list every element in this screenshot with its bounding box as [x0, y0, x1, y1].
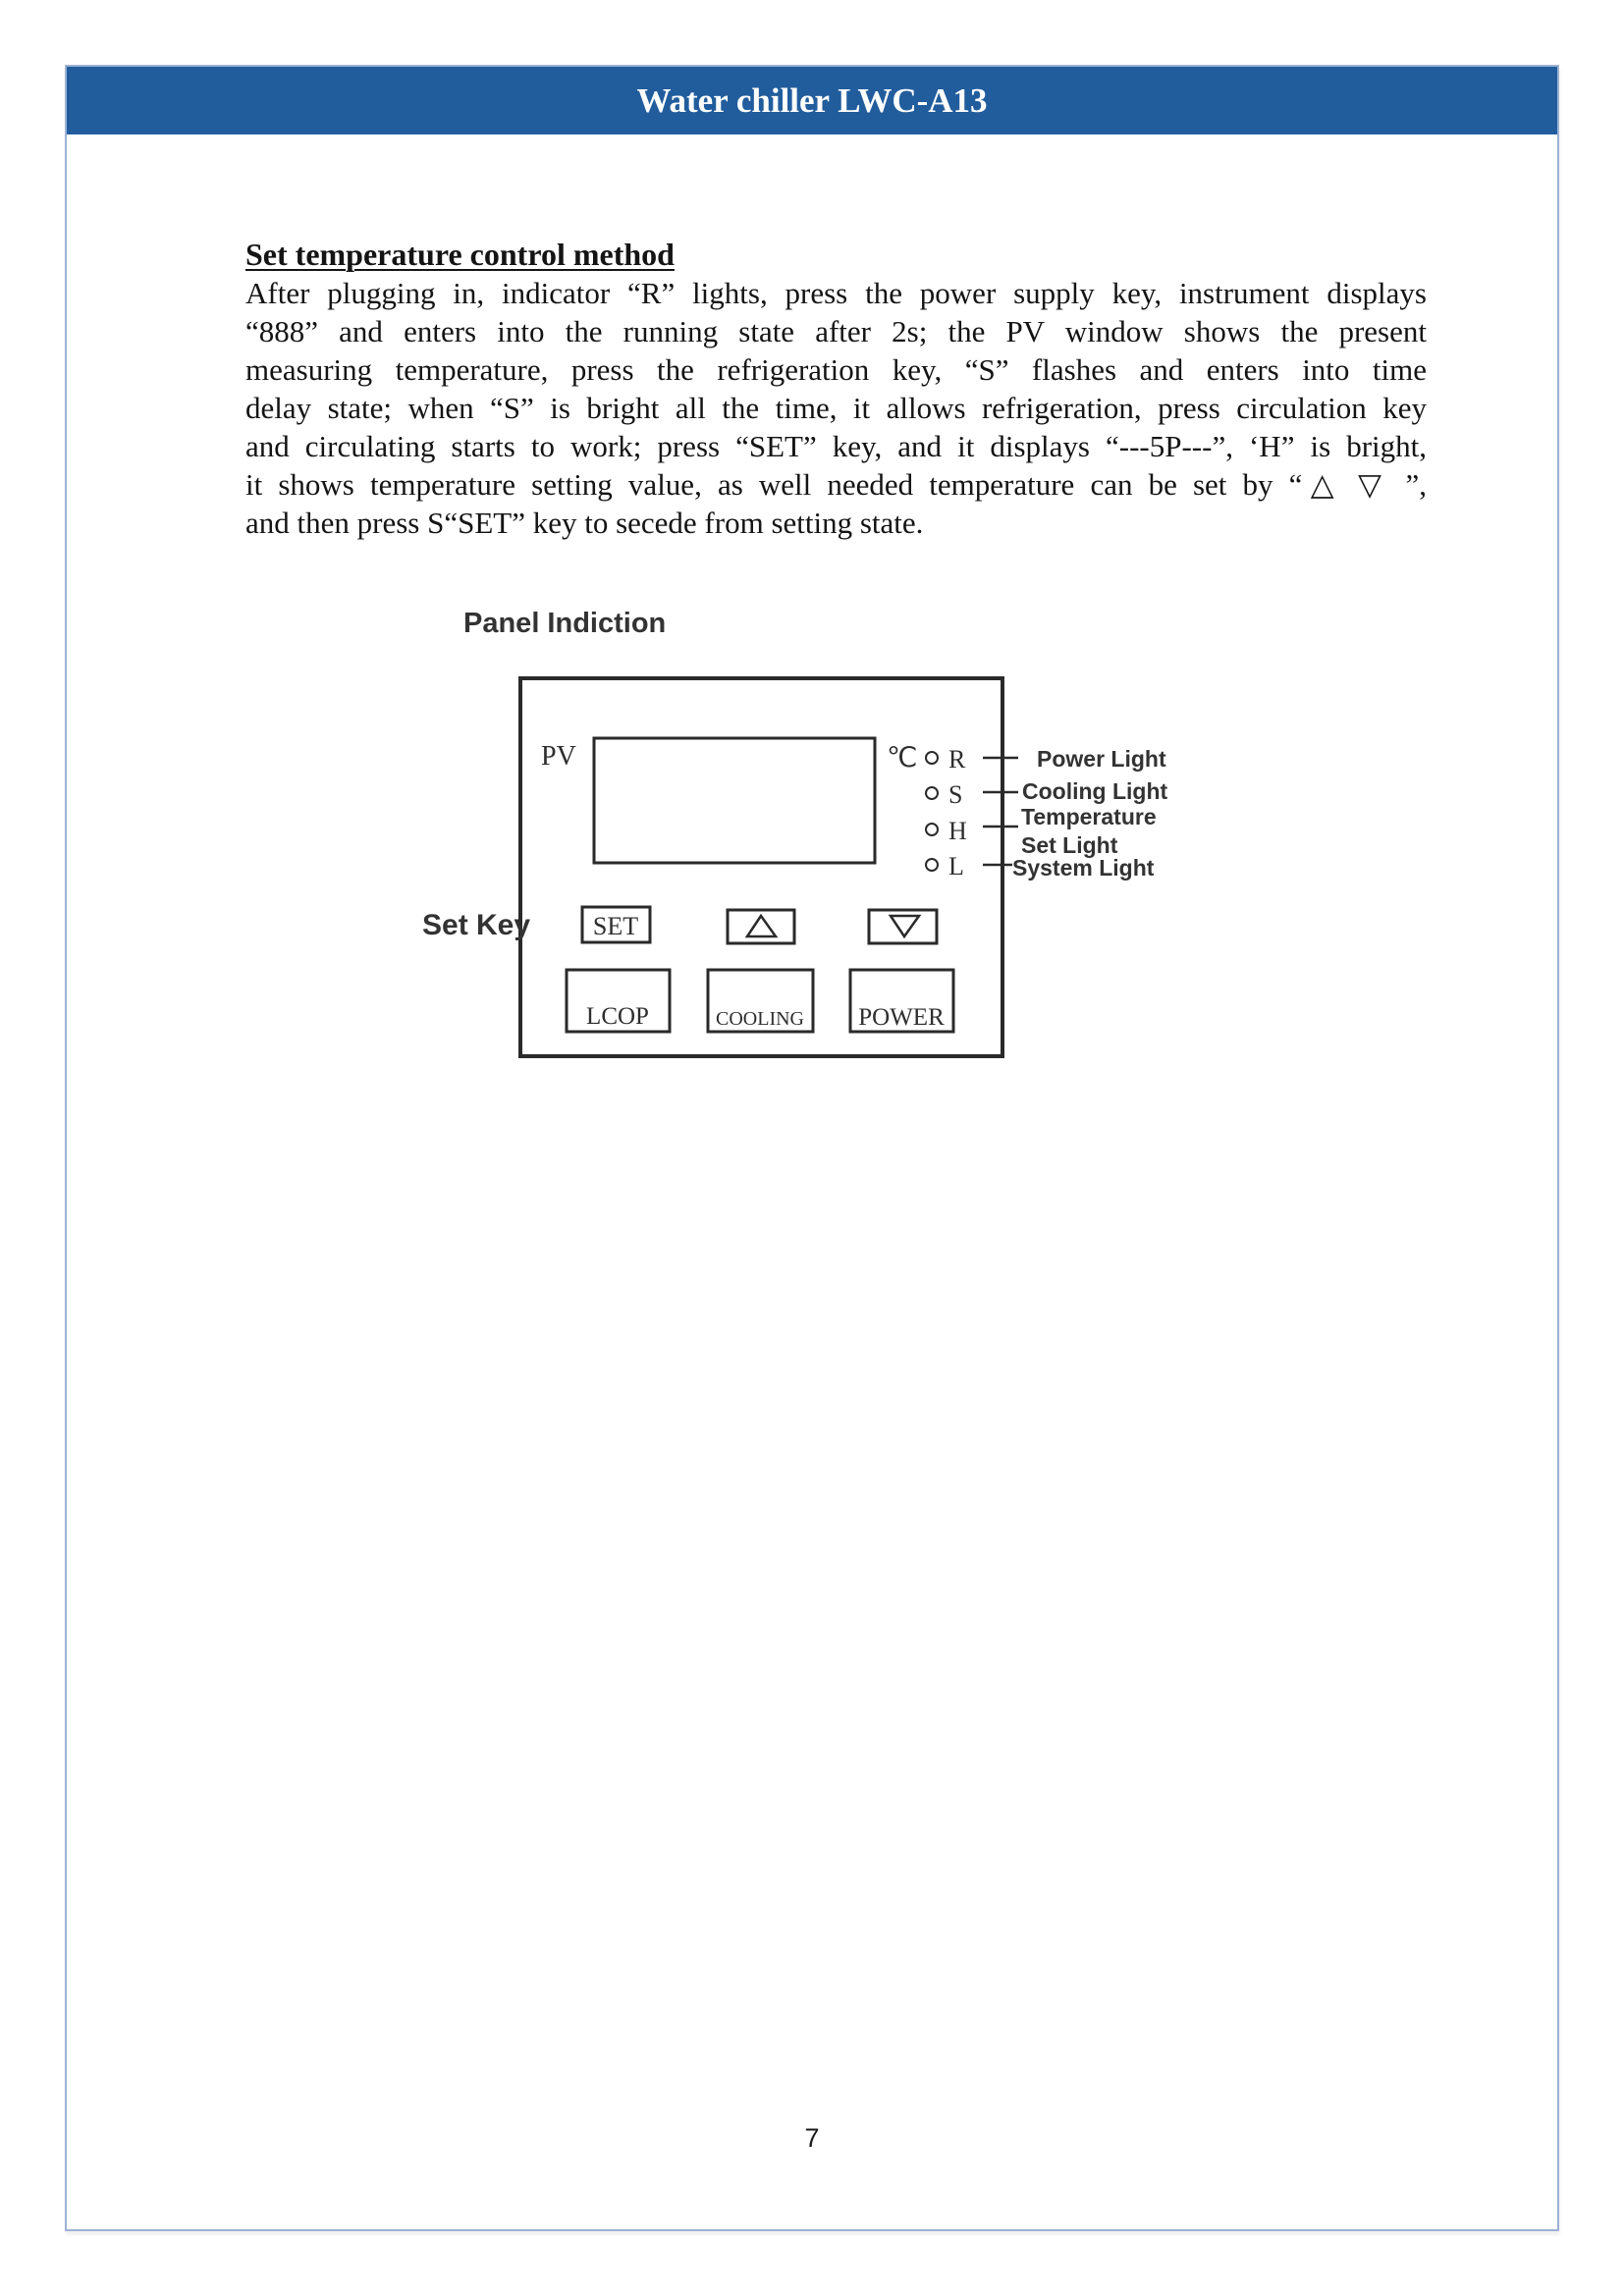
indicator-letter: H: [948, 817, 967, 845]
paragraph-line: and then press S“SET” key to secede from setting state.: [245, 506, 924, 540]
paragraph-line: delay state; when “S” is bright all the time, it allows refrigeration, press circulation key: [245, 391, 1427, 425]
down-triangle-icon: [891, 916, 919, 936]
indicator-label: Set Light: [1021, 832, 1118, 858]
page-title: Water chiller LWC-A13: [636, 81, 988, 120]
figure-title: Panel Indiction: [463, 608, 667, 639]
indicator-l: [926, 852, 1155, 881]
control-panel-outline: [520, 678, 1002, 1056]
instructions-section: [245, 236, 1427, 542]
set-key: [582, 907, 650, 942]
indicator-lamp-icon: [926, 824, 938, 835]
set-key-callout: Set Key: [422, 909, 531, 941]
indicator-letter: R: [948, 745, 966, 774]
paragraph-line: and circulating starts to work; press “SET” key, and it displays “---5P---”, ‘H” is bright,: [245, 429, 1427, 463]
section-heading: Set temperature control method: [245, 237, 675, 272]
pv-display-window: [594, 738, 875, 863]
indicator-lamp-icon: [926, 752, 938, 764]
indicator-label: Power Light: [1037, 746, 1166, 772]
celsius-unit: ℃: [887, 743, 918, 774]
paragraph-line: it shows temperature setting value, as well needed temperature can be set by “△ ▽ ”,: [245, 467, 1427, 502]
lcop-key: [567, 970, 670, 1032]
page-number: 7: [804, 2123, 820, 2153]
paragraph-line: “888” and enters into the running state after 2s; the PV window shows the present: [245, 314, 1427, 348]
indicator-lamp-icon: [926, 787, 938, 799]
indicator-h: [926, 804, 1157, 858]
set-key-label: SET: [592, 912, 639, 940]
cooling-key-label: COOLING: [716, 1008, 804, 1030]
indicator-label: Cooling Light: [1022, 778, 1168, 804]
indicator-label: System Light: [1012, 855, 1155, 881]
indicator-label: Temperature: [1021, 804, 1157, 829]
up-triangle-icon: [747, 916, 776, 936]
down-key: [869, 910, 937, 943]
paragraph-line: measuring temperature, press the refrigeration key, “S” flashes and enters into time: [245, 352, 1427, 387]
paragraph-line: After plugging in, indicator “R” lights, press the power supply key, instrument displays: [245, 276, 1427, 310]
indicator-lamp-icon: [926, 859, 938, 871]
indicator-r: [926, 745, 1166, 774]
header-bar: [67, 67, 1557, 134]
up-key: [728, 910, 794, 943]
panel-diagram: [412, 589, 1237, 1070]
power-key-label: POWER: [858, 1004, 945, 1031]
indicator-letter: L: [948, 852, 964, 881]
power-key: [850, 970, 953, 1032]
pv-label: PV: [541, 741, 576, 772]
lcop-key-label: LCOP: [586, 1003, 649, 1030]
cooling-key: [708, 970, 813, 1032]
indicator-letter: S: [948, 780, 963, 809]
